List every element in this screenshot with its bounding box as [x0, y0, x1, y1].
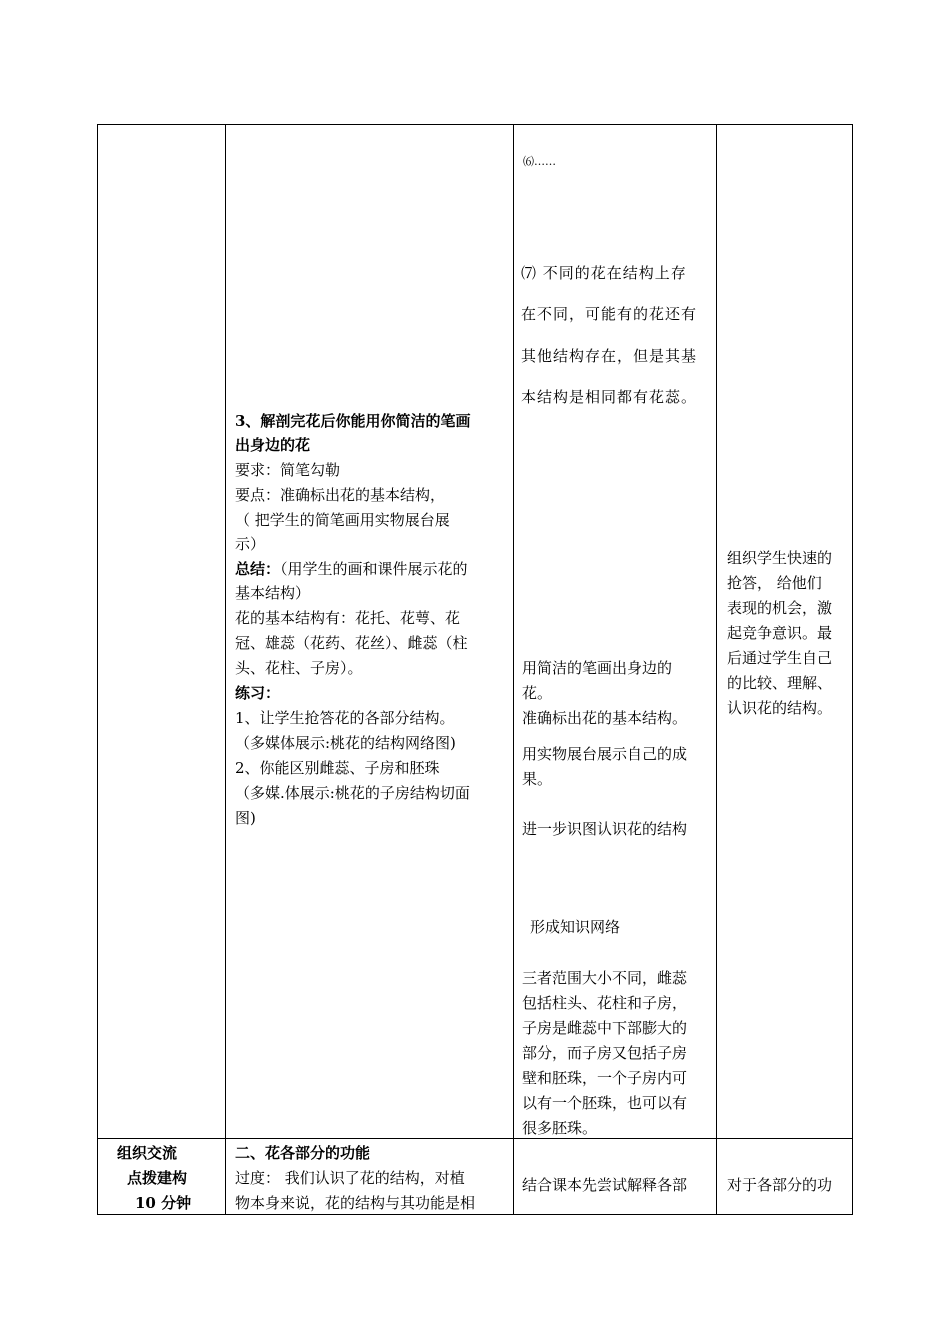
requirement: 要求：简笔勾勒 [235, 461, 341, 479]
summary-line-2: 基本结构） [235, 584, 311, 602]
structure-line-3: 头、花柱、子房）。 [235, 659, 363, 677]
item-7-line-4: 本结构是相同都有花蕊。 [521, 388, 698, 406]
summary-line-1 [235, 557, 468, 581]
column-divider-3 [716, 124, 717, 1215]
practice-line-5: 图) [235, 809, 256, 827]
intent-line-3: 表现的机会，激 [727, 599, 833, 617]
intent-line-4: 起竞争意识。最 [727, 624, 833, 642]
summary-text: （用学生的画和课件展示花的 [280, 560, 468, 578]
practice-line-2: （多媒体展示:桃花的结构网络图) [235, 734, 456, 752]
column-divider-2 [513, 124, 514, 1215]
difference-line-1: 三者范围大小不同，雌蕊 [522, 969, 688, 987]
draw-line-1: 用简洁的笔画出身边的 [522, 659, 673, 677]
item-6: ⑹…… [523, 155, 556, 168]
design-intent: 对于各部分的功 [727, 1176, 833, 1194]
section-title: 二、花各部分的功能 [235, 1144, 371, 1162]
practice-line-4: （多媒.体展示:桃花的子房结构切面 [235, 784, 470, 802]
activity-heading-line-2: 出身边的花 [235, 436, 311, 454]
practice-line-1: 1、让学生抢答花的各部分结构。 [235, 709, 455, 727]
item-7-line-2: 在不同，可能有的花还有 [521, 305, 698, 323]
difference-line-2: 包括柱头、花柱和子房， [522, 994, 688, 1012]
item-7-line-1: ⑺ 不同的花在结构上存 [521, 264, 687, 282]
mark-structure: 准确标出花的基本结构。 [522, 709, 688, 727]
knowledge-network: 形成知识网络 [530, 918, 621, 936]
difference-line-7: 很多胚珠。 [522, 1119, 598, 1137]
intent-line-2: 抢答， 给他们 [727, 574, 822, 592]
intent-line-5: 后通过学生自己 [727, 649, 833, 667]
intent-line-1: 组织学生快速的 [727, 549, 833, 567]
further-recognition: 进一步识图认识花的结构 [522, 820, 688, 838]
table-left-border [97, 124, 98, 1215]
keypoint: 要点：准确标出花的基本结构， [235, 486, 446, 504]
table-top-border [97, 124, 853, 125]
activity-heading-line-1: 3、解剖完花后你能用你简洁的笔画 [235, 412, 471, 430]
structure-line-2: 冠、雄蕊（花药、花丝）、雌蕊（柱 [235, 634, 468, 652]
row-divider [97, 1138, 853, 1139]
show-line-2: 果。 [522, 770, 553, 788]
difference-line-3: 子房是雌蕊中下部膨大的 [522, 1019, 688, 1037]
show-line-1: 用实物展台展示自己的成 [522, 745, 688, 763]
intent-line-6: 的比较、理解、 [727, 674, 833, 692]
draw-line-2: 花。 [522, 684, 553, 702]
intent-line-7: 认识花的结构。 [727, 699, 833, 717]
stage-line-2: 点拨建构 [127, 1169, 188, 1187]
summary-label: 总结： [235, 560, 281, 578]
practice-label: 练习： [235, 684, 281, 702]
transition-line-2: 物本身来说，花的结构与其功能是相 [235, 1194, 476, 1212]
difference-line-5: 壁和胚珠，一个子房内可 [522, 1069, 688, 1087]
column-divider-1 [225, 124, 226, 1215]
display-line-2: 示） [235, 535, 266, 553]
practice-line-3: 2、你能区别雌蕊、子房和胚珠 [235, 759, 440, 777]
table-right-border [852, 124, 853, 1215]
difference-line-4: 部分，而子房又包括子房 [522, 1044, 688, 1062]
structure-line-1: 花的基本结构有：花托、花萼、花 [235, 609, 461, 627]
student-activity: 结合课本先尝试解释各部 [522, 1176, 688, 1194]
transition-line-1: 过度： 我们认识了花的结构，对植 [235, 1169, 465, 1187]
display-line-1: （ 把学生的简笔画用实物展台展 [235, 511, 450, 529]
item-7-line-3: 其他结构存在，但是其基 [521, 347, 698, 365]
stage-line-1: 组织交流 [117, 1144, 178, 1162]
difference-line-6: 以有一个胚珠，也可以有 [522, 1094, 688, 1112]
stage-line-3: 10 分钟 [135, 1194, 192, 1212]
